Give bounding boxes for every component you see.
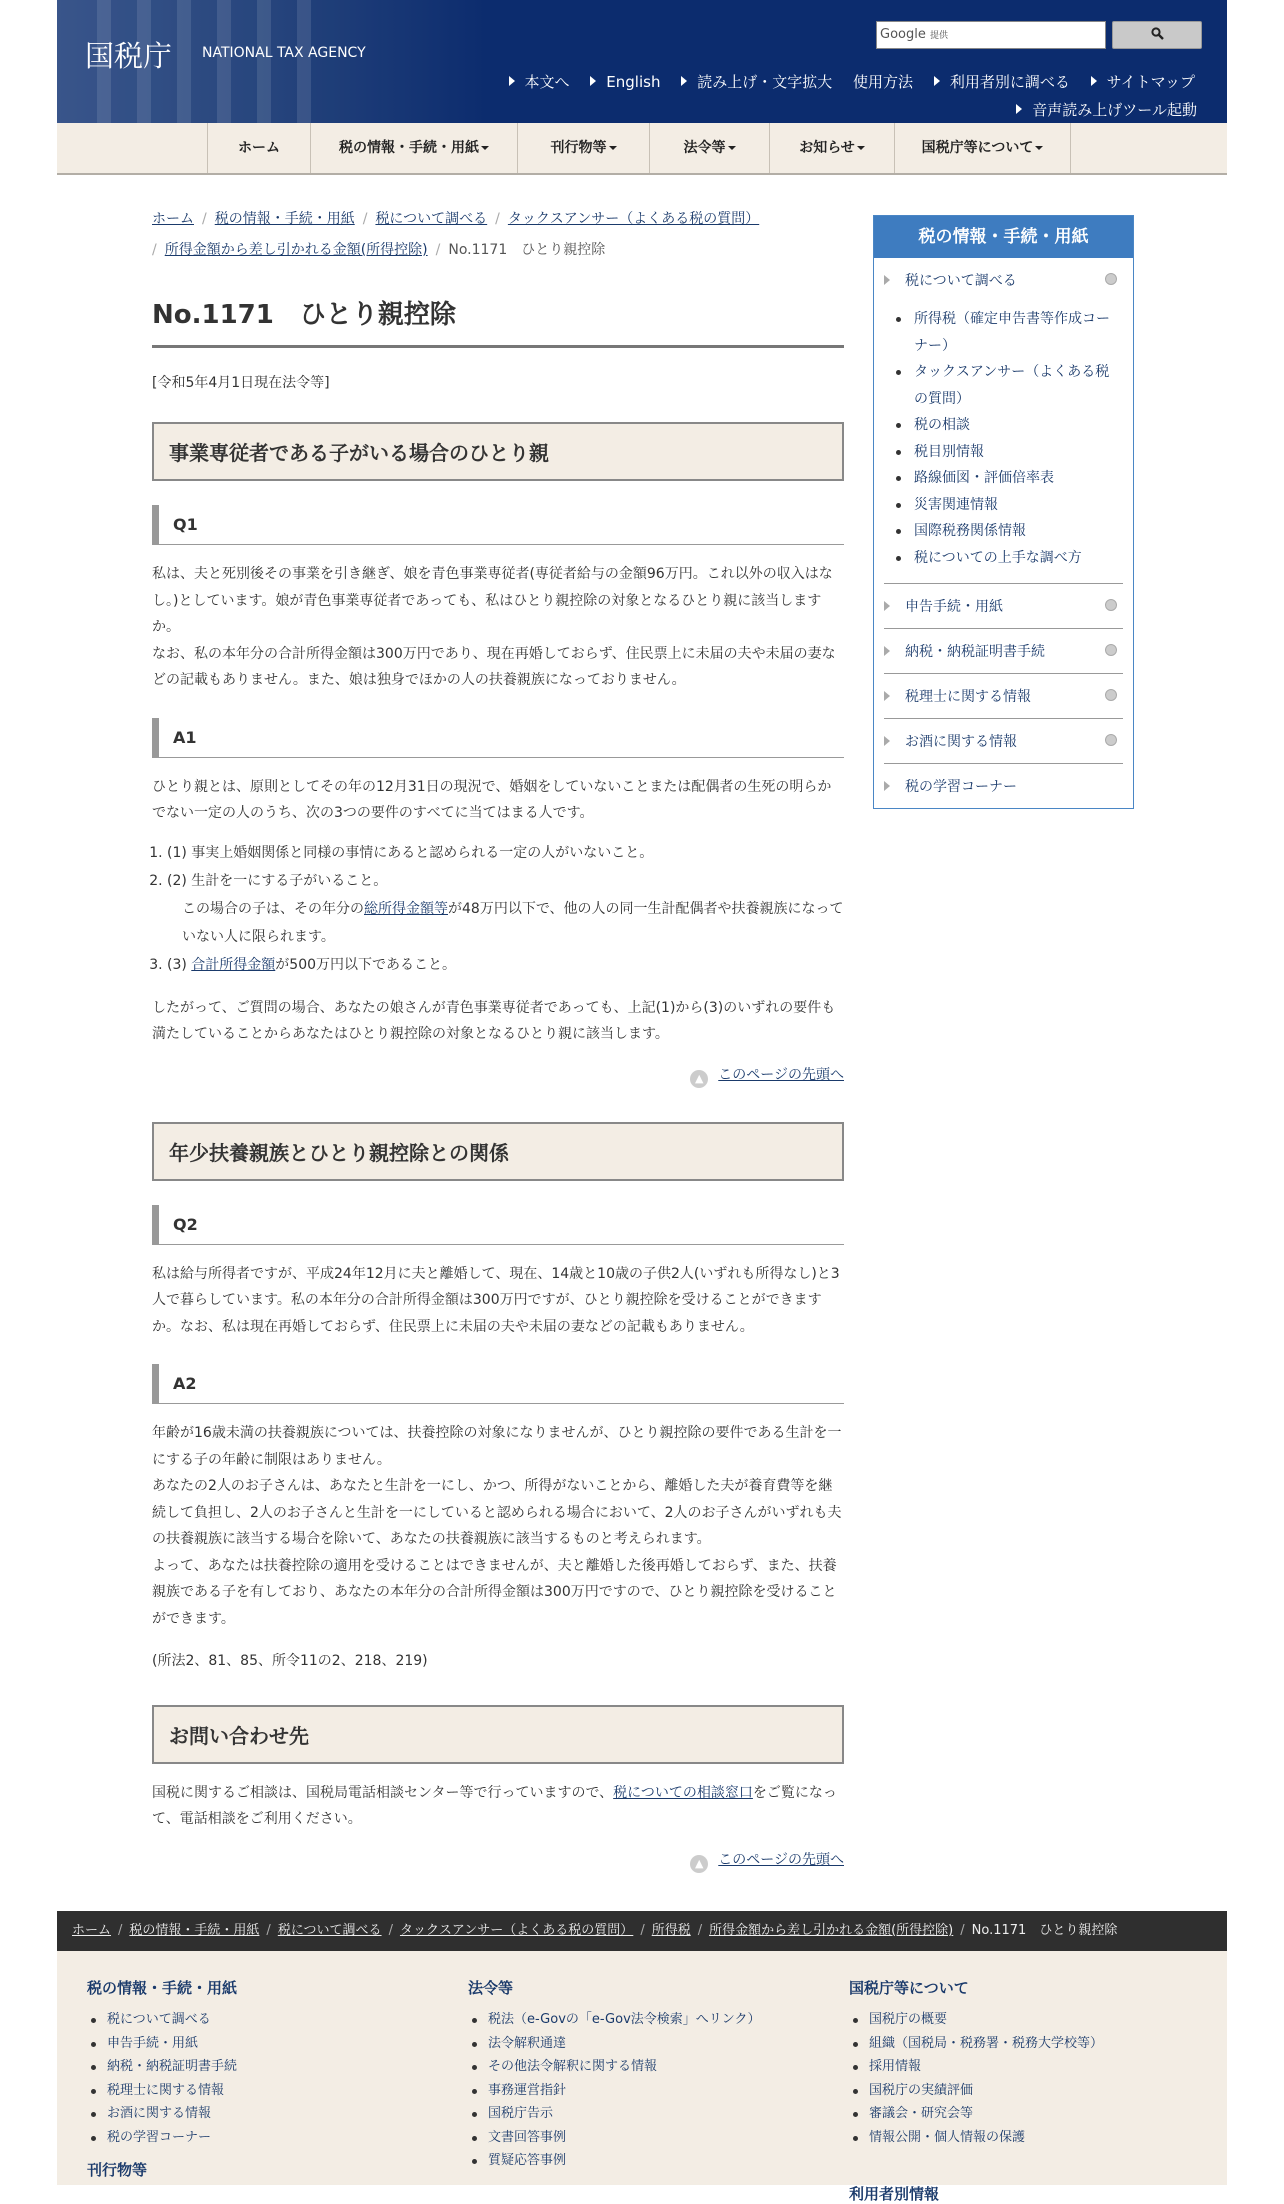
footer-col-tax-info: [87, 1977, 237, 2180]
a1-label: A1: [152, 718, 844, 758]
q1-text-1: 私は、夫と死別後その事業を引き継ぎ、娘を青色事業専従者(専従者給与の金額96万円。これ以外の収入はなし。)としています。娘が青色事業専従者であっても、私はひとり親控除の対象となるひとり親に該当しますか。: [152, 566, 833, 635]
footer-link[interactable]: 組織（国税局・税務署・税務大学校等）: [849, 2032, 1103, 2056]
sidebar-item-filing[interactable]: 申告手続・用紙: [884, 584, 1123, 629]
footer-link[interactable]: 税理士に関する情報: [87, 2079, 237, 2103]
footer-bc-home[interactable]: ホーム: [72, 1923, 112, 1938]
gnav-news[interactable]: お知らせ: [769, 123, 894, 173]
footer-link[interactable]: 審議会・研究会等: [849, 2102, 1103, 2126]
footer-link[interactable]: お酒に関する情報: [87, 2102, 237, 2126]
footer-bc-income-tax[interactable]: 所得税: [651, 1923, 691, 1938]
a2-text-1: 年齢が16歳未満の扶養親族については、扶養控除の対象になりませんが、ひとり親控除の要件である生計を一にする子の年齢に制限はありません。: [152, 1425, 842, 1468]
a2-label: A2: [152, 1364, 844, 1404]
gnav-tax-info[interactable]: 税の情報・手続・用紙: [310, 123, 517, 173]
law-reference: (所法2、81、85、所令11の2、218、219): [152, 1653, 428, 1669]
a2-text-2: あなたの2人のお子さんは、あなたと生計を一にし、かつ、所得がないことから、離婚した夫が養育費等を継続して負担し、2人のお子さんと生計を一にしていると認められる場合において、2人のお子さんがいずれも夫の扶養親族に該当する場合を除いて、あなたの扶養親族に該当するものと考えられます。: [152, 1478, 842, 1547]
sidebar-item-payment[interactable]: 納税・納税証明書手続: [884, 629, 1123, 674]
arrow-up-icon: ▲: [690, 1855, 708, 1873]
breadcrumb-deduction[interactable]: 所得金額から差し引かれる金額(所得控除): [164, 242, 428, 258]
footer-link[interactable]: 採用情報: [849, 2055, 1103, 2079]
footer-link[interactable]: 事務運営指針: [468, 2079, 761, 2103]
footer-breadcrumb: ホーム / 税の情報・手続・用紙 / 税について調べる / タックスアンサー（よくある税の質問） / 所得税 / 所得金額から差し引かれる金額(所得控除) / No.1171 ひとり親控除: [57, 1911, 1227, 1951]
util-link-by-user[interactable]: 利用者別に調べる: [934, 73, 1070, 91]
breadcrumb: ホーム / 税の情報・手続・用紙 / 税について調べる / タックスアンサー（よくある税の質問） / 所得金額から差し引かれる金額(所得控除) / No.1171 ひとり親控除: [152, 211, 760, 258]
util-link-readout[interactable]: 読み上げ・文字拡大: [681, 73, 832, 91]
footer-link[interactable]: 情報公開・個人情報の保護: [849, 2126, 1103, 2150]
page-title: No.1171 ひとり親控除: [152, 294, 844, 348]
breadcrumb-tax-info[interactable]: 税の情報・手続・用紙: [214, 211, 355, 227]
gnav-laws[interactable]: 法令等: [649, 123, 769, 173]
a1-intro: ひとり親とは、原則としてその年の12月31日の現況で、婚姻をしていないことまたは配偶者の生死の明らかでない一定の人のうち、次の3つの要件のすべてに当てはまる人です。: [152, 778, 832, 821]
footer-link[interactable]: その他法令解釈に関する情報: [468, 2055, 761, 2079]
sidebar-item-research[interactable]: 税について調べる: [884, 258, 1123, 302]
arrow-up-icon: ▲: [690, 1070, 708, 1088]
sidebar-subitem[interactable]: 税目別情報: [904, 439, 1123, 466]
sidebar-subitem[interactable]: 路線価図・評価倍率表: [904, 465, 1123, 492]
a2-text-3: よって、あなたは扶養控除の適用を受けることはできませんが、夫と離婚した後再婚しておらず、また、扶養親族である子を有しており、あなたの本年分の合計所得金額は300万円ですので、ひとり親控除を受けることができます。: [152, 1557, 837, 1627]
footer-col-laws: [468, 1977, 761, 2173]
breadcrumb-home[interactable]: ホーム: [152, 211, 194, 227]
page-top-link-2[interactable]: ▲ このページの先頭へ: [152, 1849, 844, 1873]
q2-label: Q2: [152, 1205, 844, 1245]
footer-link[interactable]: 納税・納税証明書手続: [87, 2055, 237, 2079]
util-link-honbun[interactable]: 本文へ: [509, 73, 570, 91]
search-button[interactable]: [1112, 21, 1202, 49]
breadcrumb-current: No.1171 ひとり親控除: [448, 242, 606, 258]
section2-heading: 年少扶養親族とひとり親控除との関係: [152, 1122, 844, 1181]
footer-bc-research[interactable]: 税について調べる: [277, 1923, 382, 1938]
footer-link[interactable]: 申告手続・用紙: [87, 2032, 237, 2056]
util-link-english[interactable]: English: [590, 73, 660, 91]
sidebar-subitem[interactable]: 所得税（確定申告書等作成コーナー）: [904, 306, 1123, 359]
circle-icon: [1105, 599, 1117, 611]
sidebar-subitem[interactable]: 税の相談: [904, 412, 1123, 439]
a1-conclusion: したがって、ご質問の場合、あなたの娘さんが青色事業専従者であっても、上記(1)から(3)のいずれの要件も満たしていることからあなたはひとり親控除の対象となるひとり親に該当します。: [152, 999, 836, 1042]
footer-col-about: [849, 1977, 1103, 2204]
footer-bc-tax-info[interactable]: 税の情報・手続・用紙: [129, 1923, 260, 1938]
utility-links: [493, 71, 1196, 92]
page-top-link-1[interactable]: ▲ このページの先頭へ: [152, 1064, 844, 1088]
footer-link[interactable]: 税について調べる: [87, 2008, 237, 2032]
footer-link[interactable]: 税法（e-Govの「e-Gov法令検索」へリンク）: [468, 2008, 761, 2032]
footer-link[interactable]: 質疑応答事例: [468, 2149, 761, 2173]
requirement-2-detail: この場合の子は、その年分の総所得金額等が48万円以下で、他の人の同一生計配偶者や扶養親族になっていない人に限られます。: [182, 900, 844, 945]
sidebar-item-tax-accountant[interactable]: 税理士に関する情報: [884, 674, 1123, 719]
law-date: [令和5年4月1日現在法令等]: [152, 375, 330, 391]
sidebar-subitem[interactable]: 税についての上手な調べ方: [904, 545, 1123, 572]
sidebar-subitem[interactable]: 災害関連情報: [904, 492, 1123, 519]
main-content: [152, 204, 844, 1873]
voice-tool-link[interactable]: 音声読み上げツール起動: [1016, 99, 1197, 120]
footer-sitemap: [57, 1951, 1227, 2203]
circle-icon: [1105, 644, 1117, 656]
footer-col-title[interactable]: 国税庁等について: [849, 1979, 969, 1997]
requirement-1: 1. (1) 事実上婚姻関係と同様の事情にあると認められる一定の人がいないこと。: [167, 839, 844, 867]
consultation-link[interactable]: 税についての相談窓口: [613, 1784, 753, 1801]
breadcrumb-taxanswer[interactable]: タックスアンサー（よくある税の質問）: [507, 211, 760, 227]
requirements-list: [152, 839, 844, 979]
sidebar-item-liquor[interactable]: お酒に関する情報: [884, 719, 1123, 764]
footer-link[interactable]: 税の学習コーナー: [87, 2126, 237, 2150]
global-nav: [57, 123, 1227, 175]
breadcrumb-research[interactable]: 税について調べる: [375, 211, 488, 227]
sidebar-subitem[interactable]: タックスアンサー（よくある税の質問）: [904, 359, 1123, 412]
site-logo[interactable]: 国税庁: [85, 39, 173, 73]
section1-heading: 事業専従者である子がいる場合のひとり親: [152, 422, 844, 481]
requirement-3: 3. (3) 合計所得金額が500万円以下であること。: [167, 951, 844, 979]
util-link-sitemap[interactable]: サイトマップ: [1091, 73, 1195, 91]
util-link-usage[interactable]: 使用方法: [853, 73, 914, 91]
section3-heading: お問い合わせ先: [152, 1705, 844, 1764]
gnav-publications[interactable]: 刊行物等: [517, 123, 649, 173]
footer-col-title[interactable]: 法令等: [468, 1979, 514, 1997]
footer-link[interactable]: 国税庁の実績評価: [849, 2079, 1103, 2103]
total-income-link[interactable]: 総所得金額等: [364, 900, 448, 917]
search-input[interactable]: [876, 21, 1106, 49]
footer-col-title[interactable]: 税の情報・手続・用紙: [87, 1979, 238, 1997]
q2-text: 私は給与所得者ですが、平成24年12月に夫と離婚して、現在、14歳と10歳の子供2人(いずれも所得なし)と3人で暮らしています。私の本年分の合計所得金額は300万円ですが、ひとり親控除を受けることができますか。なお、私は現在再婚しておらず、住民票上に未届の夫や未届の妻などの記載もありません。: [152, 1265, 840, 1335]
footer-bc-taxanswer[interactable]: タックスアンサー（よくある税の質問）: [399, 1923, 634, 1938]
circle-icon: [1105, 734, 1117, 746]
combined-income-link[interactable]: 合計所得金額: [191, 956, 276, 973]
footer-bc-current: No.1171 ひとり親控除: [971, 1923, 1118, 1938]
circle-icon: [1105, 273, 1117, 285]
footer-link[interactable]: 国税庁告示: [468, 2102, 761, 2126]
site-logo-en: NATIONAL TAX AGENCY: [202, 45, 366, 61]
sidebar-item-learning[interactable]: 税の学習コーナー: [884, 764, 1123, 808]
sidebar: [873, 215, 1134, 809]
sidebar-subitem[interactable]: 国際税務関係情報: [904, 518, 1123, 545]
q1-text-2: なお、私の本年分の合計所得金額は300万円であり、現在再婚しておらず、住民票上に未届の夫や未届の妻などの記載もありません。また、娘は独身でほかの人の扶養親族になっておりません。: [152, 645, 836, 688]
search-placeholder-brand: Google: [880, 27, 926, 42]
circle-icon: [1105, 689, 1117, 701]
footer-bc-deduction[interactable]: 所得金額から差し引かれる金額(所得控除): [709, 1923, 954, 1938]
footer-link[interactable]: 法令解釈通達: [468, 2032, 761, 2056]
footer-link[interactable]: 国税庁の概要: [849, 2008, 1103, 2032]
footer-col-title-publications[interactable]: 刊行物等: [87, 2161, 148, 2179]
requirement-2: 2. (2) 生計を一にする子がいること。 この場合の子は、その年分の総所得金額等が48万円以下で、他の人の同一生計配偶者や扶養親族になっていない人に限られます。: [167, 867, 844, 951]
site-header: [57, 0, 1227, 123]
contact-text: 国税に関するご相談は、国税局電話相談センター等で行っていますので、税についての相談窓口をご覧になって、電話相談をご利用ください。: [152, 1784, 837, 1827]
search-placeholder-suffix: 提供: [929, 31, 948, 41]
footer-link[interactable]: 文書回答事例: [468, 2126, 761, 2150]
gnav-about[interactable]: 国税庁等について: [894, 123, 1071, 173]
gnav-home[interactable]: ホーム: [207, 123, 310, 173]
search-icon: [1151, 27, 1164, 40]
sidebar-title[interactable]: 税の情報・手続・用紙: [874, 216, 1133, 258]
footer-col-title-by-user[interactable]: 利用者別情報: [849, 2185, 940, 2203]
q1-label: Q1: [152, 505, 844, 545]
sidebar-sublist: [884, 302, 1123, 584]
